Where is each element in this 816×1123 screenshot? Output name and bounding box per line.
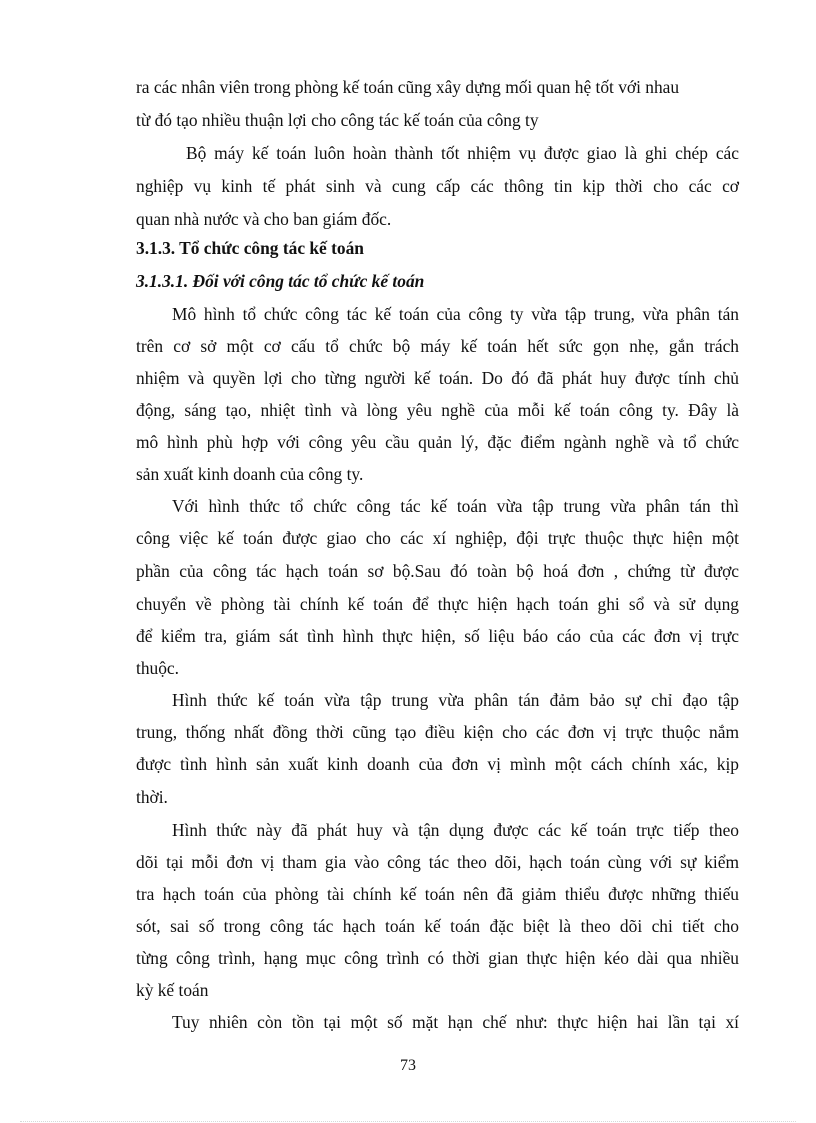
text-line: để kiểm tra, giám sát tình hình thực hiện, số liệu báo cáo của các đơn vị trực [136,626,739,646]
text-line: ra các nhân viên trong phòng kế toán cũng xây dựng mối quan hệ tốt với nhau [136,77,680,97]
text-line: được tình hình sản xuất kinh doanh của đơn vị mình một cách chính xác, kịp [136,754,739,774]
text-line: sót, sai số trong công tác hạch toán kế toán đặc biệt là theo dõi chi tiết cho [136,916,739,936]
text-line: phần của công tác hạch toán sơ bộ.Sau đó toàn bộ hoá đơn , chứng từ được [136,561,739,581]
text-line: Hình thức này đã phát huy và tận dụng được các kế toán trực tiếp theo [172,820,739,840]
text-line: sản xuất kinh doanh của công ty. [136,464,364,484]
text-line: tra hạch toán của phòng tài chính kế toán nên đã giảm thiểu được những thiếu [136,884,739,904]
footer-divider [20,1121,796,1122]
text-line: thời. [136,787,168,807]
text-line: nhiệm và quyền lợi cho từng người kế toán. Do đó đã phát huy được tính chủ [136,368,739,388]
text-line: công việc kế toán được giao cho các xí nghiệp, đội trực thuộc thực hiện một [136,528,739,548]
text-line: Hình thức kế toán vừa tập trung vừa phân tán đảm bảo sự chỉ đạo tập [172,690,739,710]
text-line: Bộ máy kế toán luôn hoàn thành tốt nhiệm vụ được giao là ghi chép các [186,143,739,163]
text-line: kỳ kế toán [136,980,209,1000]
text-line: quan nhà nước và cho ban giám đốc. [136,209,392,229]
text-line: Mô hình tổ chức công tác kế toán của công ty vừa tập trung, vừa phân tán [172,304,739,324]
text-line: chuyển về phòng tài chính kế toán để thực hiện hạch toán ghi sổ và sử dụng [136,594,739,614]
text-line: trên cơ sở một cơ cấu tổ chức bộ máy kế toán hết sức gọn nhẹ, gắn trách [136,336,739,356]
text-line: từ đó tạo nhiều thuận lợi cho công tác kế toán của công ty [136,110,539,130]
section-heading: 3.1.3. Tổ chức công tác kế toán [136,238,364,258]
page-number: 73 [400,1057,416,1074]
text-line: Với hình thức tổ chức công tác kế toán vừa tập trung vừa phân tán thì [172,496,739,516]
text-line: Tuy nhiên còn tồn tại một số mặt hạn chế như: thực hiện hai lần tại xí [172,1012,739,1032]
text-line: động, sáng tạo, nhiệt tình và lòng yêu nghề của mỗi kế toán công ty. Đây là [136,400,739,420]
text-line: thuộc. [136,658,179,678]
text-line: mô hình phù hợp với công yêu cầu quản lý, đặc điểm ngành nghề và tổ chức [136,432,739,452]
text-line: dõi tại mỗi đơn vị tham gia vào công tác theo dõi, hạch toán cùng với sự kiểm [136,852,739,872]
subsection-heading: 3.1.3.1. Đối với công tác tổ chức kế toán [136,271,425,291]
text-line: từng công trình, hạng mục công trình có thời gian thực hiện kéo dài qua nhiều [136,948,739,968]
text-line: nghiệp vụ kinh tế phát sinh và cung cấp các thông tin kịp thời cho các cơ [136,176,739,196]
text-line: trung, thống nhất đồng thời cũng tạo điều kiện cho các đơn vị trực thuộc nắm [136,722,739,742]
